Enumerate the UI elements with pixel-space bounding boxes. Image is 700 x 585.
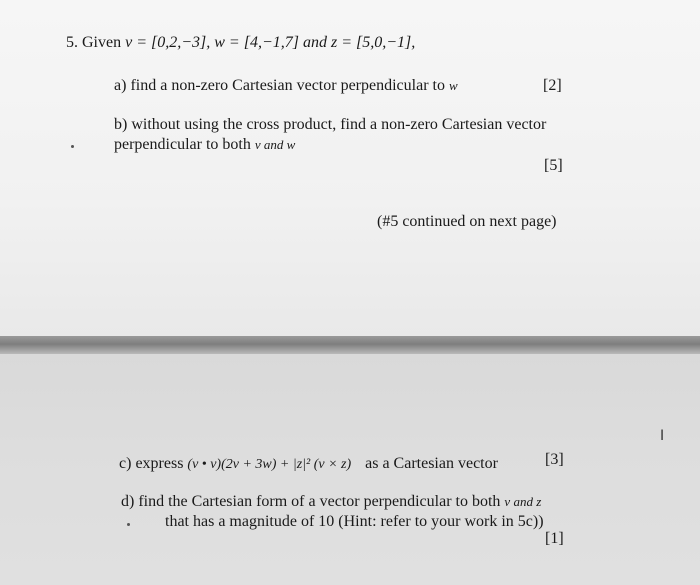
part-c-text-pre: express (135, 455, 184, 472)
part-b-line1 (114, 116, 546, 134)
part-d-label: d) (121, 493, 135, 510)
part-c-text-post: as a Cartesian vector (365, 455, 498, 472)
part-c (119, 455, 498, 473)
given-label: Given (82, 34, 122, 51)
part-a-label: a) (114, 77, 127, 94)
part-b-text-line2: perpendicular to both (114, 136, 251, 153)
part-b-label: b) (114, 116, 128, 133)
part-b-text-line1: without using the cross product, find a non-zero Cartesian vector (131, 116, 547, 133)
question-number: 5. (66, 34, 78, 51)
part-a-marks: [2] (543, 77, 562, 94)
text-cursor-icon: I (660, 428, 665, 444)
part-d-line2: that has a magnitude of 10 (Hint: refer to your work in 5c)) (165, 513, 544, 530)
paper-speck (71, 145, 74, 148)
part-c-label: c) (119, 455, 132, 472)
part-d-vectors: v and z (504, 494, 542, 509)
part-a (114, 77, 458, 95)
part-d-text-line1: find the Cartesian form of a vector perpendicular to both (138, 493, 501, 510)
part-c-expression: (v • v)(2v + 3w) + |z|² (v × z) (187, 457, 352, 472)
question-header (66, 34, 415, 52)
part-d-line1 (121, 493, 541, 511)
part-b-marks: [5] (544, 157, 563, 174)
paper-speck (127, 523, 130, 526)
part-d-marks: [1] (545, 530, 564, 547)
part-a-text: find a non-zero Cartesian vector perpendicular to (130, 77, 445, 94)
page-divider (0, 336, 700, 354)
continued-note: (#5 continued on next page) (377, 213, 557, 230)
given-expression: v = [0,2,−3], w = [4,−1,7] and z = [5,0,−1], (125, 34, 416, 51)
part-b-vectors: v and w (254, 137, 296, 152)
part-c-marks: [3] (545, 451, 564, 468)
part-b-line2 (114, 136, 295, 154)
part-a-vector: w (448, 78, 458, 93)
